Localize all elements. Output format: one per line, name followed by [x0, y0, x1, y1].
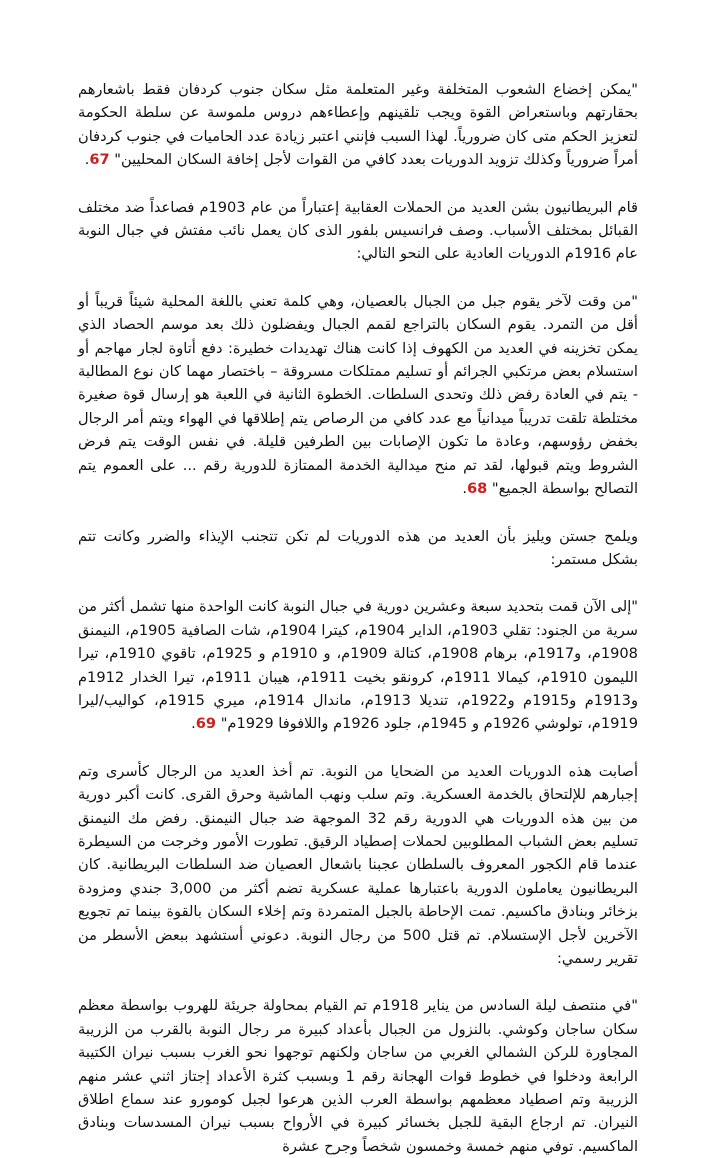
paragraph-text: قام البريطانيون بشن العديد من الحملات العقابية إعتباراً من عام 1903م فصاعداً ضد مختلف القبائل بمختلف الأسباب. وصف فرانسيس بلفور الذى كان يعمل نائب مفتش في جبال النوبة عام 1916م الدوريات العادية على النحو التالي: [78, 198, 638, 263]
paragraph-body-1 [78, 196, 638, 266]
paragraph-body-2 [78, 525, 638, 572]
paragraph-quote-2: "من وقت لآخر يقوم جبل من الجبال بالعصيان، وهي كلمة تعني باللغة المحلية شيئاً قريباً أو أقل من التمرد. يقوم السكان بالتراجع لقمم الجبال ويفضلون ذلك بعد موسم الحصاد الذي يمكن تخزينه في العديد من الكهوف إذا كانت هناك تهديدات خطيرة: دفع أتاوة لجار مهاجم أو استسلام بعض مرتكبي الجرائم أو تسليم ممتلكات مسروقة – باختصار مهما كان نوع المطالبة - يتم في العادة رفض ذلك وتحدى السلطات. الخطوة الثانية في اللعبة هو إرسال قوة صغيرة مختلطة تلقت تدريباً ميدانياً مع عدد كافي من الرصاص يتم إطلاقها في الهواء ويتم أمر الرجال بخفض رؤوسهم، وعادة ما تكون الإصابات بين الطرفين قليلة. في نفس الوقت يتم فرض الشروط ويتم قبولها، لقد تم منح ميدالية الخدمة الممتازة للدورية رقم ... على العموم يتم التصالح بواسطة الجميع" 68. [78, 292, 638, 498]
paragraph-text: "من وقت لآخر يقوم جبل من الجبال بالعصيان، وهي كلمة تعني باللغة المحلية شيئاً قريباً أو أقل من التمرد. يقوم السكان بالتراجع لقمم الجبال ويفضلون ذلك بعد موسم الحصاد الذي يمكن تخزينه في العديد من الكهوف إذا كانت هناك تهديدات خطيرة: دفع أتاوة لجار مهاجم أو استسلام بعض مرتكبي الجرائم أو تسليم ممتلكات مسروقة – باختصار مهما كان نوع المطالبة - يتم في العادة رفض ذلك وتحدى السلطات. الخطوة الثانية في اللعبة هو إرسال قوة صغيرة مختلطة تلقت تدريباً ميدانياً مع عدد كافي من الرصاص يتم إطلاقها في الهواء ويتم أمر الرجال بخفض رؤوسهم، وعادة ما تكون الإصابات بين الطرفين قليلة. في نفس الوقت يتم فرض الشروط ويتم قبولها، لقد تم منح ميدالية الخدمة الممتازة للدورية رقم ... على العموم يتم التصالح بواسطة الجميع" [78, 292, 638, 498]
paragraph-text: ويلمح جستن ويليز بأن العديد من هذه الدوريات لم تكن تتجنب الإيذاء والضرر وكانت تتم بشكل مستمر: [78, 527, 638, 568]
paragraph-quote-1: "يمكن إخضاع الشعوب المتخلفة وغير المتعلمة مثل سكان جنوب كردفان فقط باشعارهم بحقارتهم وباستعراض القوة ويجب تلقينهم وإعطاءهم دروس ملموسة عن سلطة الحكومة لتعزيز الحكم متى كان ضرورياً. لهذا السبب فإنني اعتبر زيادة عدد الحاميات في جنوب كردفان أمراً ضرورياً وكذلك تزويد الدوريات بعدد كافي من القوات لأجل إخافة السكان المحليين" 67. [78, 81, 638, 169]
paragraph-quote-3: "إلى الآن قمت بتحديد سبعة وعشرين دورية في جبال النوبة كانت الواحدة منها تشمل أكثر من سرية من الجنود: تقلي 1903م، الداير 1904م، كيترا 1904م، شات الصافية 1905م، النيمنق 1908م، و1917م، برهام 1908م، كتالة 1909م، و 1910م و 1925م، تاقوي 1910م، تيرا الليمون 1910م، كيمالا 1911م، كرونقو بخيت 1911م، هيبان 1911م، تيرا الخدار 1912م و1913م و1915م و1922م، تنديلا 1913م، ماندال 1914م، ميري 1915م، كواليب/ليرا 1919م، تولوشي 1926م و 1945م، جلود 1926م واللافوفا 1929م" 69. [78, 598, 638, 733]
paragraph-text: أصابت هذه الدوريات العديد من الضحايا من النوبة. تم أخذ العديد من الرجال كأسرى وتم إجبارهم للإلتحاق بالخدمة العسكرية. وتم سلب ونهب الماشية وحرق القرى. كانت أكبر دورية من بين هذه الدوريات هي الدورية رقم 32 الموجهة ضد جبال النيمنق. رفض مك النيمنق تسليم بعض الشباب المطلوبين لحملات إصطياد الرقيق. تطورت الأمور وخرجت من السيطرة عندما قام الكجور المعروف بالسلطان عجبنا باشعال العصيان ضد السلطات البريطانية. كان البريطانيون يعاملون الدورية باعتبارها عملية عسكرية تضم أكثر من 3,000 جندي ومزودة بزخائر وبنادق ماكسيم. تمت الإحاطة بالجبل المتمردة وتم إخلاء السكان بالقوة بينما تم تجويع الآخرين لأجل الإستسلام. تم قتل 500 من رجال النوبة. دعوني أستشهد ببعض الأسطر من تقرير رسمي: [78, 762, 638, 967]
footnote-ref: 68 [466, 480, 488, 498]
paragraph-body-3 [78, 760, 638, 971]
paragraph-text: "إلى الآن قمت بتحديد سبعة وعشرين دورية في جبال النوبة كانت الواحدة منها تشمل أكثر من سرية من الجنود: تقلي 1903م، الداير 1904م، كيترا 1904م، شات الصافية 1905م، النيمنق 1908م، و1917م، برهام 1908م، كتالة 1909م، و 1910م و 1925م، تاقوي 1910م، تيرا الليمون 1910م، كيمالا 1911م، كرونقو بخيت 1911م، هيبان 1911م، تيرا الخدار 1912م و1913م و1915م و1922م، تنديلا 1913م، ماندال 1914م، ميري 1915م، كواليب/ليرا 1919م، تولوشي 1926م و 1945م، جلود 1926م واللافوفا 1929م" [78, 598, 638, 733]
paragraph-text: "يمكن إخضاع الشعوب المتخلفة وغير المتعلمة مثل سكان جنوب كردفان فقط باشعارهم بحقارتهم وباستعراض القوة ويجب تلقينهم وإعطاءهم دروس ملموسة عن سلطة الحكومة لتعزيز الحكم متى كان ضرورياً. لهذا السبب فإنني اعتبر زيادة عدد الحاميات في جنوب كردفان أمراً ضرورياً وكذلك تزويد الدوريات بعدد كافي من القوات لأجل إخافة السكان المحليين" [78, 81, 638, 169]
footnote-ref: 69 [195, 715, 217, 733]
paragraph-text: "في منتصف ليلة السادس من يناير 1918م تم القيام بمحاولة جريئة للهروب بواسطة معظم سكان ساجان وكوشي. بالنزول من الجبال بأعداد كبيرة مر رجال النوبة بالقرب من الزريبة المجاورة للركن الشمالي الغربي من ساجان ولكنهم توجهوا نحو الغرب بسبب نيران الكتيبة الرابعة ودخلوا في خطوط قوات الهجانة رقم 1 وبسبب كثرة الأعداد إجتاز اثني عشر منهم الزريبة وتم اصطياد معظمهم بواسطة العرب الذين هرعوا لجبل كومورو عند سماع اطلاق النيران. تم ارجاع البقية للجبل بخسائر كبيرة في الأرواح بسبب نيران المسدسات وبنادق الماكسيم. توفي منهم خمسة وخمسون شخصاً وجرح عشرة [78, 997, 638, 1155]
paragraph-quote-4 [78, 994, 638, 1158]
footnote-ref: 67 [89, 151, 110, 169]
